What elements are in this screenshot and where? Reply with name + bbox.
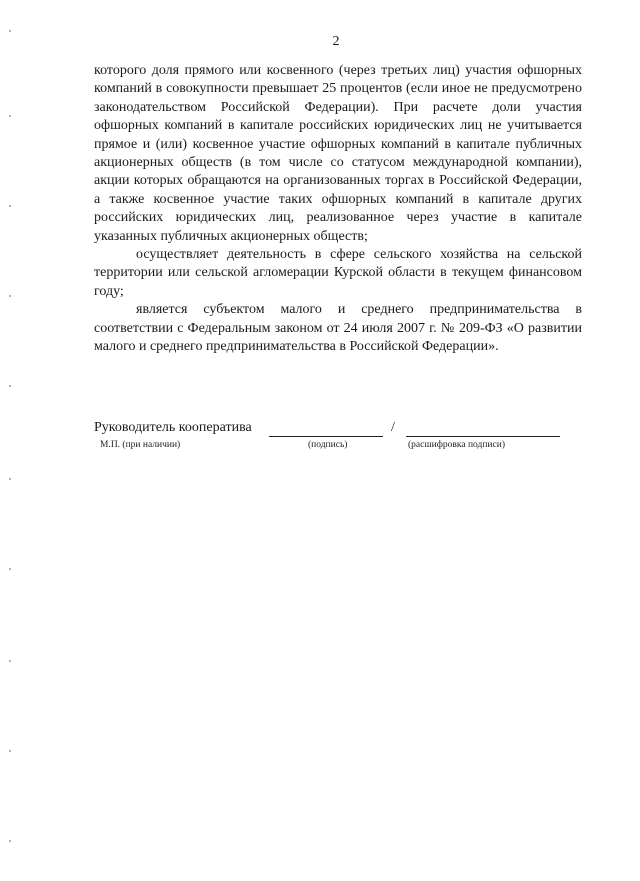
signature-label: Руководитель кооператива [94, 420, 252, 435]
signature-field [269, 436, 383, 437]
signature-block [94, 420, 574, 454]
caption-signature: (подпись) [308, 440, 348, 450]
body-text [94, 62, 582, 357]
paragraph-small-business-status: является субъектом малого и среднего предпринимательства в соответствии с Федеральным законом от 24 июля 2007 г. № 209-ФЗ «О развитии малого и среднего предпринимательства в Российской Федерации». [94, 302, 582, 355]
caption-stamp: М.П. (при наличии) [100, 440, 181, 450]
margin-dot [9, 385, 11, 387]
page-number: 2 [332, 34, 340, 49]
signature-captions [94, 440, 574, 454]
margin-dot [9, 205, 11, 207]
margin-dot [9, 568, 11, 570]
margin-dot [9, 478, 11, 480]
margin-dot [9, 30, 11, 32]
margin-dot [9, 750, 11, 752]
margin-dot [9, 115, 11, 117]
paragraph-offshore-participation: которого доля прямого или косвенного (через третьих лиц) участия офшорных компаний в совокупности превышает 25 процентов (если иное не предусмотрено законодательством Российской Федерации). При расчете доли участия офшорных компаний в капитале российских юридических лиц не учитывается прямое и (или) косвенное участие офшорных компаний в капитале публичных акционерных обществ (в том числе со статусом международной компании), акции которых обращаются на организованных торгах в Российской Федерации, а также косвенное участие таких офшорных компаний в капитале других российских юридических лиц, реализованное через участие в капитале указанных публичных акционерных обществ; [94, 63, 582, 244]
signature-line [94, 420, 574, 440]
margin-dot [9, 295, 11, 297]
margin-dot [9, 660, 11, 662]
signature-decoding-field [406, 436, 560, 437]
signature-separator: / [391, 420, 395, 435]
paragraph-agricultural-activity: осуществляет деятельность в сфере сельского хозяйства на сельской территории или сельской агломерации Курской области в текущем финансовом году; [94, 247, 582, 299]
margin-dot [9, 840, 11, 842]
caption-decoding: (расшифровка подписи) [408, 440, 505, 450]
